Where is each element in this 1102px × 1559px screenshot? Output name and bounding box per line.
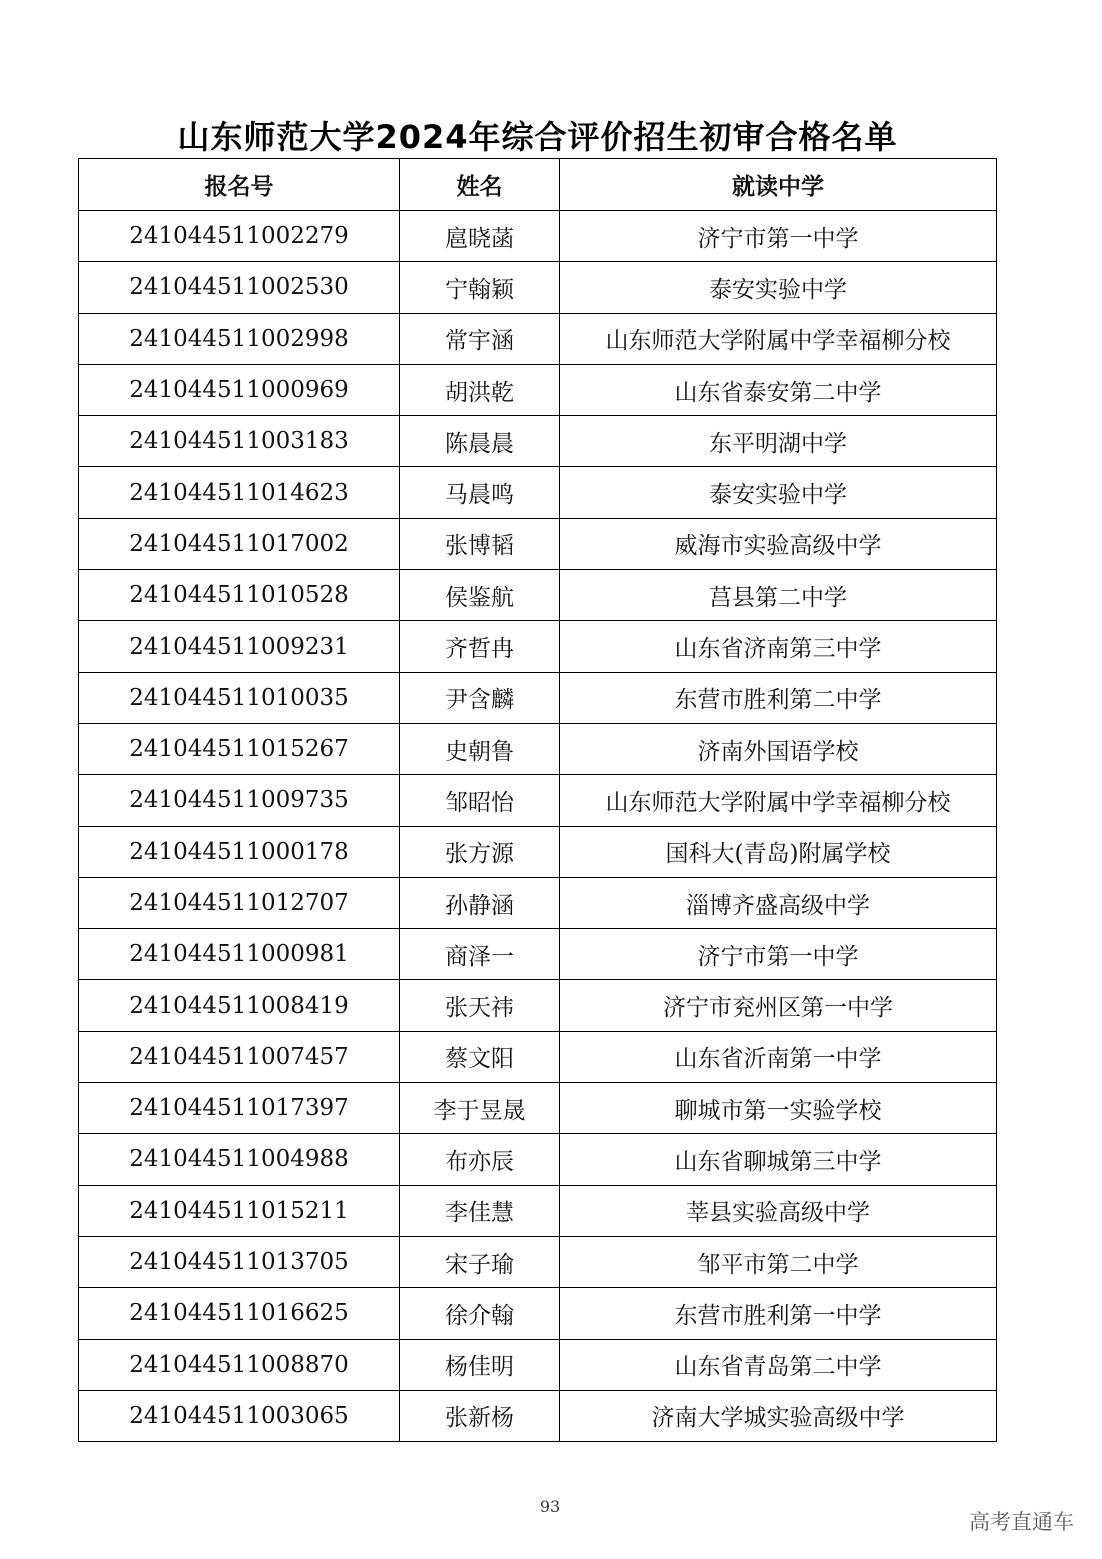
- table-row: [79, 672, 997, 723]
- table-row: [79, 723, 997, 774]
- name-cell: 尹含麟: [400, 672, 560, 723]
- table-row: [79, 621, 997, 672]
- registration-number-cell: 241044511000981: [79, 929, 400, 980]
- school-cell: 邹平市第二中学: [560, 1236, 997, 1287]
- school-cell: 山东师范大学附属中学幸福柳分校: [560, 775, 997, 826]
- table-body: [79, 211, 997, 1442]
- school-cell: 济南外国语学校: [560, 723, 997, 774]
- school-cell: 山东省青岛第二中学: [560, 1339, 997, 1390]
- registration-number-cell: 241044511016625: [79, 1288, 400, 1339]
- name-cell: 陈晨晨: [400, 416, 560, 467]
- school-cell: 济宁市第一中学: [560, 929, 997, 980]
- table-row: [79, 262, 997, 313]
- registration-number-cell: 241044511017002: [79, 518, 400, 569]
- school-cell: 泰安实验中学: [560, 262, 997, 313]
- table-row: [79, 1031, 997, 1082]
- header-registration-number: 报名号: [79, 159, 400, 211]
- table-row: [79, 877, 997, 928]
- school-cell: 国科大(青岛)附属学校: [560, 826, 997, 877]
- name-cell: 张天祎: [400, 980, 560, 1031]
- school-cell: 莘县实验高级中学: [560, 1185, 997, 1236]
- school-cell: 山东省泰安第二中学: [560, 364, 997, 415]
- registration-number-cell: 241044511004988: [79, 1134, 400, 1185]
- table-row: [79, 518, 997, 569]
- name-cell: 李于昱晟: [400, 1083, 560, 1134]
- registration-number-cell: 241044511008870: [79, 1339, 400, 1390]
- registration-number-cell: 241044511015211: [79, 1185, 400, 1236]
- table-row: [79, 467, 997, 518]
- registration-number-cell: 241044511009231: [79, 621, 400, 672]
- registration-number-cell: 241044511010528: [79, 570, 400, 621]
- name-cell: 徐介翰: [400, 1288, 560, 1339]
- registration-number-cell: 241044511013705: [79, 1236, 400, 1287]
- school-cell: 东营市胜利第二中学: [560, 672, 997, 723]
- registration-number-cell: 241044511000178: [79, 826, 400, 877]
- table-row: [79, 980, 997, 1031]
- table-row: [79, 364, 997, 415]
- name-cell: 宁翰颖: [400, 262, 560, 313]
- registration-number-cell: 241044511017397: [79, 1083, 400, 1134]
- table-row: [79, 211, 997, 262]
- table-row: [79, 1083, 997, 1134]
- table-row: [79, 570, 997, 621]
- registration-number-cell: 241044511008419: [79, 980, 400, 1031]
- table-row: [79, 313, 997, 364]
- registration-number-cell: 241044511012707: [79, 877, 400, 928]
- name-cell: 邹昭怡: [400, 775, 560, 826]
- school-cell: 济宁市第一中学: [560, 211, 997, 262]
- registration-number-cell: 241044511007457: [79, 1031, 400, 1082]
- name-cell: 张方源: [400, 826, 560, 877]
- name-cell: 蔡文阳: [400, 1031, 560, 1082]
- table-row: [79, 1185, 997, 1236]
- table-row: [79, 1236, 997, 1287]
- registration-number-cell: 241044511014623: [79, 467, 400, 518]
- name-cell: 张博韬: [400, 518, 560, 569]
- registration-number-cell: 241044511003065: [79, 1390, 400, 1441]
- registration-number-cell: 241044511000969: [79, 364, 400, 415]
- school-cell: 山东省沂南第一中学: [560, 1031, 997, 1082]
- applicant-table: [78, 158, 997, 1442]
- table-row: [79, 929, 997, 980]
- name-cell: 孙静涵: [400, 877, 560, 928]
- registration-number-cell: 241044511009735: [79, 775, 400, 826]
- school-cell: 泰安实验中学: [560, 467, 997, 518]
- registration-number-cell: 241044511002998: [79, 313, 400, 364]
- name-cell: 侯鉴航: [400, 570, 560, 621]
- header-school: 就读中学: [560, 159, 997, 211]
- name-cell: 扈晓菡: [400, 211, 560, 262]
- table-row: [79, 775, 997, 826]
- registration-number-cell: 241044511002530: [79, 262, 400, 313]
- school-cell: 威海市实验高级中学: [560, 518, 997, 569]
- name-cell: 商泽一: [400, 929, 560, 980]
- page-title: 山东师范大学2024年综合评价招生初审合格名单: [177, 118, 898, 156]
- table-row: [79, 1390, 997, 1441]
- school-cell: 淄博齐盛高级中学: [560, 877, 997, 928]
- name-cell: 张新杨: [400, 1390, 560, 1441]
- registration-number-cell: 241044511003183: [79, 416, 400, 467]
- header-name: 姓名: [400, 159, 560, 211]
- page-number: 93: [539, 1497, 561, 1516]
- registration-number-cell: 241044511015267: [79, 723, 400, 774]
- school-cell: 莒县第二中学: [560, 570, 997, 621]
- school-cell: 山东省聊城第三中学: [560, 1134, 997, 1185]
- name-cell: 宋子瑜: [400, 1236, 560, 1287]
- name-cell: 马晨鸣: [400, 467, 560, 518]
- name-cell: 常宇涵: [400, 313, 560, 364]
- table-row: [79, 1339, 997, 1390]
- table-row: [79, 1134, 997, 1185]
- name-cell: 齐哲冉: [400, 621, 560, 672]
- school-cell: 济南大学城实验高级中学: [560, 1390, 997, 1441]
- watermark-text: 高考直通车: [969, 1510, 1074, 1534]
- school-cell: 东平明湖中学: [560, 416, 997, 467]
- name-cell: 李佳慧: [400, 1185, 560, 1236]
- table-row: [79, 416, 997, 467]
- name-cell: 杨佳明: [400, 1339, 560, 1390]
- registration-number-cell: 241044511010035: [79, 672, 400, 723]
- school-cell: 聊城市第一实验学校: [560, 1083, 997, 1134]
- registration-number-cell: 241044511002279: [79, 211, 400, 262]
- table-header-row: [79, 159, 997, 211]
- school-cell: 山东省济南第三中学: [560, 621, 997, 672]
- name-cell: 史朝鲁: [400, 723, 560, 774]
- school-cell: 济宁市兖州区第一中学: [560, 980, 997, 1031]
- school-cell: 东营市胜利第一中学: [560, 1288, 997, 1339]
- name-cell: 胡洪乾: [400, 364, 560, 415]
- name-cell: 布亦辰: [400, 1134, 560, 1185]
- school-cell: 山东师范大学附属中学幸福柳分校: [560, 313, 997, 364]
- table-row: [79, 1288, 997, 1339]
- table-row: [79, 826, 997, 877]
